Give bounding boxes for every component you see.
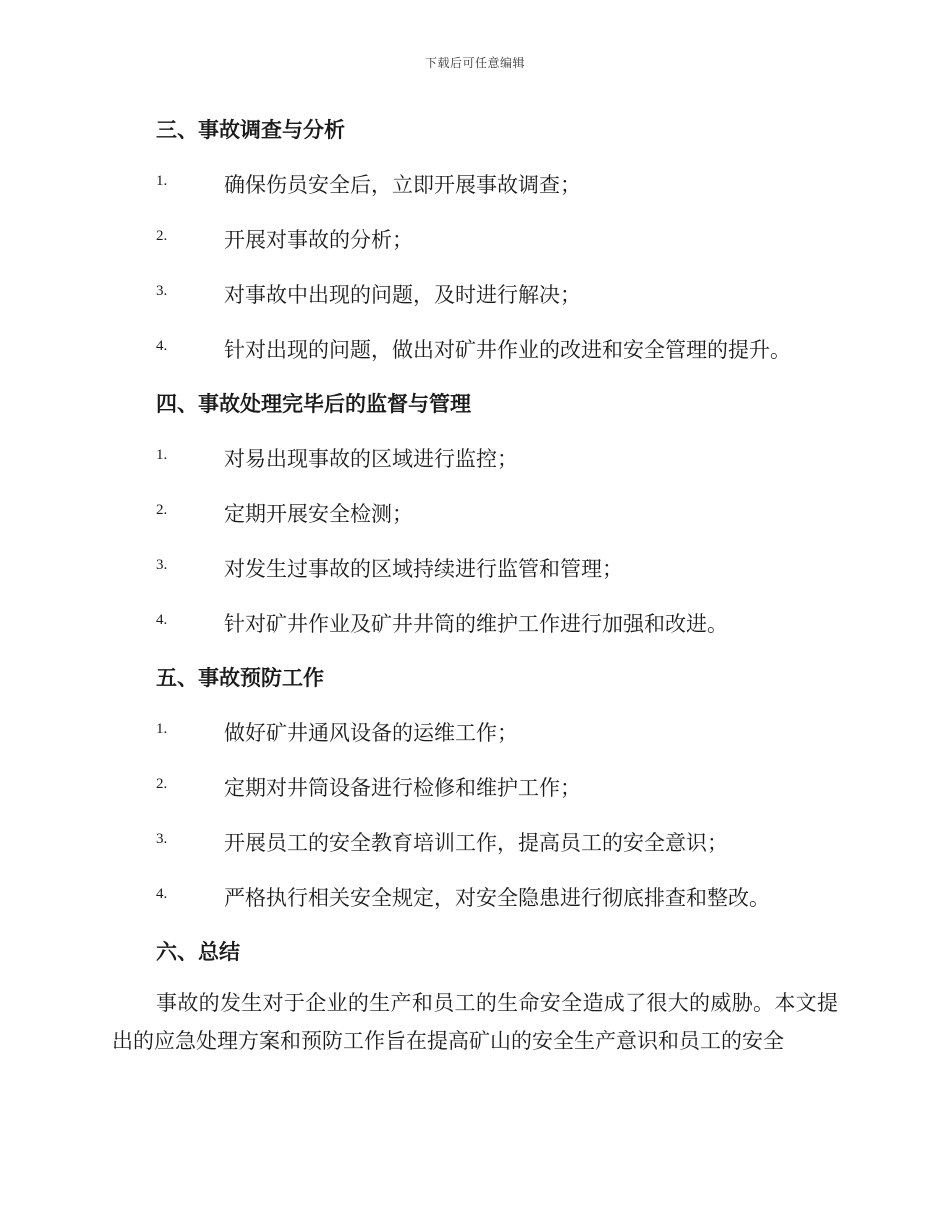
list-item-number: 2. — [156, 776, 168, 792]
list-item-number: 1. — [156, 447, 168, 463]
list-item-number: 3. — [156, 283, 168, 299]
list-item-number: 1. — [156, 721, 168, 737]
list-item-number: 3. — [156, 831, 168, 847]
section-heading-investigation: 三、事故调查与分析 — [156, 117, 345, 142]
list-item-text: 做好矿井通风设备的运维工作； — [224, 721, 518, 745]
summary-paragraph: 事故的发生对于企业的生产和员工的生命安全造成了很大的威胁。本文提出的应急处理方案和预防工作旨在提高矿山的安全生产意识和员工的安全 — [112, 991, 838, 1053]
list-item-text: 针对出现的问题，做出对矿井作业的改进和安全管理的提升。 — [224, 338, 791, 362]
list-item-text: 针对矿井作业及矿井井筒的维护工作进行加强和改进。 — [224, 612, 728, 636]
list-item-number: 4. — [156, 338, 168, 354]
list-item-number: 4. — [156, 612, 168, 628]
list-item-number: 2. — [156, 228, 168, 244]
list-item-text: 对发生过事故的区域持续进行监管和管理； — [224, 557, 623, 581]
list-item-number: 1. — [156, 173, 168, 189]
list-item-number: 2. — [156, 502, 168, 518]
list-item-text: 严格执行相关安全规定，对安全隐患进行彻底排查和整改。 — [224, 886, 770, 910]
list-item-number: 3. — [156, 557, 168, 573]
page-header: 下载后可任意编辑 — [424, 56, 525, 70]
list-item-text: 开展对事故的分析； — [224, 228, 413, 252]
list-item-text: 对易出现事故的区域进行监控； — [224, 447, 518, 471]
list-item-text: 定期对井筒设备进行检修和维护工作； — [224, 776, 581, 800]
section-heading-prevention: 五、事故预防工作 — [156, 665, 324, 690]
list-item-number: 4. — [156, 886, 168, 902]
list-item-text: 确保伤员安全后，立即开展事故调查； — [224, 173, 581, 197]
section-heading-supervision: 四、事故处理完毕后的监督与管理 — [156, 391, 471, 416]
list-item-text: 对事故中出现的问题，及时进行解决； — [224, 283, 581, 307]
list-item-text: 开展员工的安全教育培训工作，提高员工的安全意识； — [224, 831, 728, 855]
section-heading-summary: 六、总结 — [156, 939, 240, 964]
list-item-text: 定期开展安全检测； — [224, 502, 413, 526]
